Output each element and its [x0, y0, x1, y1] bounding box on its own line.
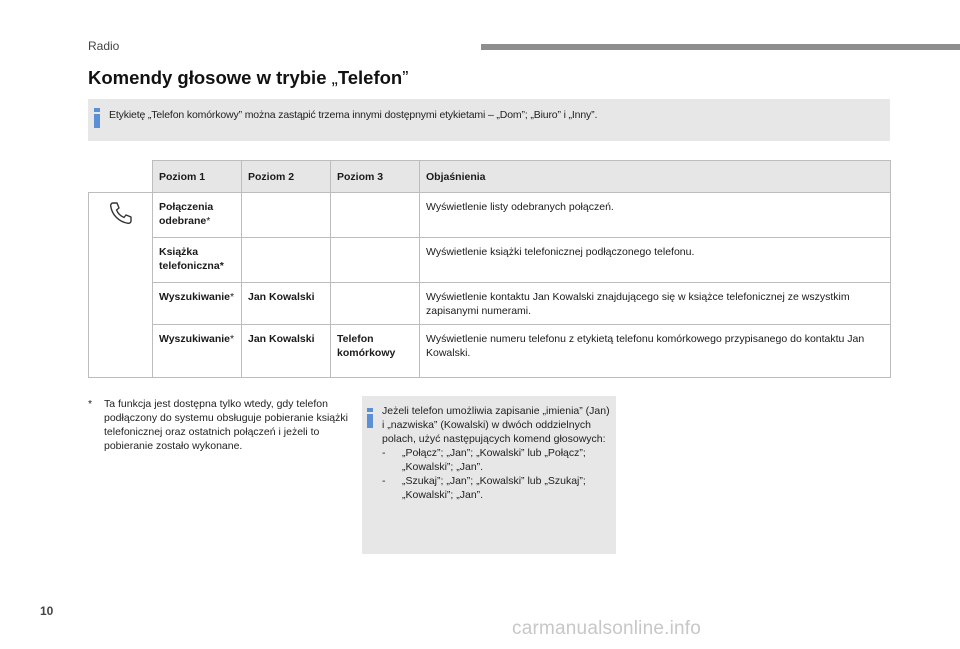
row2-explanation: Wyświetlenie książki telefonicznej podłączonego telefonu. — [420, 238, 891, 283]
footnote-text: Ta funkcja jest dostępna tylko wtedy, gdy telefon podłączony do systemu obsługuje pobieranie książki telefonicznej oraz ostatnich połączeń i jeżeli to pobieranie zostało wykonane. — [104, 398, 348, 452]
row1-level-3 — [331, 193, 420, 238]
info-note-right — [362, 396, 616, 554]
header-explanation: Objaśnienia — [420, 161, 891, 193]
info-note-text: Etykietę „Telefon komórkowy” można zastąpić trzema innymi dostępnymi etykietami – „Dom”; „Biuro” i „Inny”. — [109, 109, 598, 121]
title-quote-close: ” — [402, 67, 409, 88]
info-note-right-intro: Jeżeli telefon umożliwia zapisanie „imienia” (Jan) i „nazwiska” (Kowalski) w dwóch oddzielnych polach, użyć następujących komend głosowych: — [382, 405, 610, 445]
row1-level-1 — [153, 193, 242, 238]
info-note-top — [88, 99, 890, 141]
page-title — [88, 67, 408, 89]
list-item-text: „Połącz”; „Jan”; „Kowalski” lub „Połącz”; „Kowalski”; „Jan”. — [402, 447, 586, 473]
header-blank-cell — [89, 161, 153, 193]
phone-icon — [107, 199, 135, 227]
watermark: carmanualsonline.info — [512, 618, 702, 639]
footnote-star: * — [88, 398, 93, 410]
header-level-2: Poziom 2 — [242, 161, 331, 193]
row3-star: * — [230, 291, 235, 303]
info-note-right-text — [382, 404, 614, 502]
voice-commands-table — [88, 160, 891, 378]
list-item — [382, 474, 614, 502]
table-header-row — [89, 161, 891, 193]
row2-star: * — [219, 260, 224, 272]
row3-level-1-text: Wyszukiwanie — [159, 291, 230, 303]
table-row — [89, 283, 891, 325]
row1-star: * — [206, 215, 211, 227]
row2-level-3 — [331, 238, 420, 283]
section-header: Radio — [88, 39, 120, 53]
row1-level-2 — [242, 193, 331, 238]
header-divider-bar — [481, 44, 960, 50]
row4-level-3: Telefon komórkowy — [331, 325, 420, 378]
header-level-1: Poziom 1 — [153, 161, 242, 193]
row1-level-1-text: Połączenia odebrane — [159, 201, 214, 227]
row3-level-3 — [331, 283, 420, 325]
list-dash: - — [382, 447, 386, 459]
row4-explanation: Wyświetlenie numeru telefonu z etykietą telefonu komórkowego przypisanego do kontaktu Jan Kowalski. — [420, 325, 891, 378]
row2-level-1-text: Książka telefoniczna — [159, 246, 220, 272]
row3-explanation: Wyświetlenie kontaktu Jan Kowalski znajdującego się w książce telefonicznej ze wszystkim zapisanymi numerami. — [420, 283, 891, 325]
row3-level-2: Jan Kowalski — [242, 283, 331, 325]
list-item-text: „Szukaj”; „Jan”; „Kowalski” lub „Szukaj”; „Kowalski”; „Jan”. — [402, 475, 586, 501]
row4-star: * — [230, 333, 235, 345]
command-list — [382, 446, 614, 502]
list-dash: - — [382, 475, 386, 487]
row1-explanation: Wyświetlenie listy odebranych połączeń. — [420, 193, 891, 238]
row4-level-2: Jan Kowalski — [242, 325, 331, 378]
title-text: Komendy głosowe w trybie — [88, 67, 332, 88]
table-row — [89, 325, 891, 378]
table-row — [89, 238, 891, 283]
row4-level-1 — [153, 325, 242, 378]
row2-level-2 — [242, 238, 331, 283]
page-number: 10 — [40, 604, 54, 618]
list-item — [382, 446, 614, 474]
title-quote-open: „ — [331, 67, 338, 88]
title-quoted-word: Telefon — [337, 67, 403, 88]
row3-level-1 — [153, 283, 242, 325]
row2-level-1 — [153, 238, 242, 283]
header-level-3: Poziom 3 — [331, 161, 420, 193]
row4-level-1-text: Wyszukiwanie — [159, 333, 230, 345]
table-row — [89, 193, 891, 238]
